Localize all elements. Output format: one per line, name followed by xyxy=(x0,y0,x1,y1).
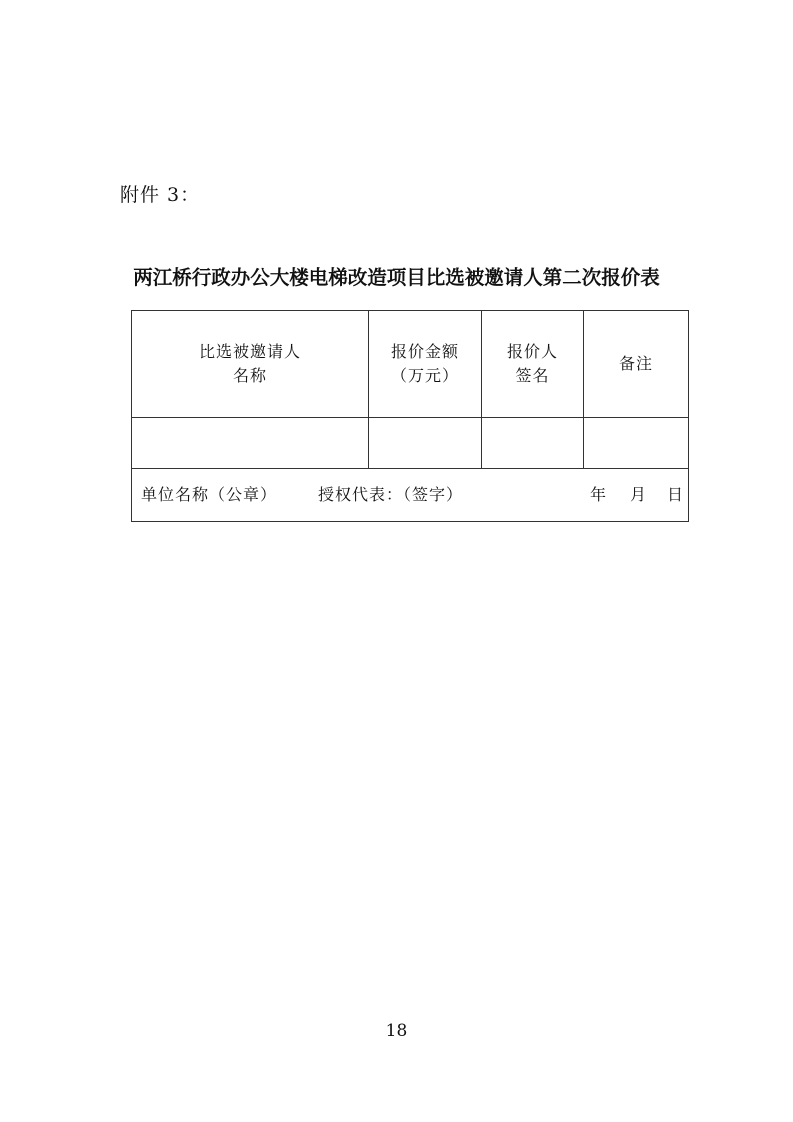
page-number: 18 xyxy=(385,1021,408,1041)
signature-row xyxy=(132,469,689,522)
attachment-label: 附件 3： xyxy=(120,184,201,206)
header-invitee-name xyxy=(132,311,369,418)
header-quoter-signature-line2: 签名 xyxy=(515,366,550,385)
unit-name-seal-label: 单位名称（公章） xyxy=(141,485,278,504)
remarks-cell[interactable] xyxy=(584,418,689,469)
header-remarks xyxy=(584,311,689,418)
quote-amount-cell[interactable] xyxy=(369,418,482,469)
signature-cell xyxy=(132,469,689,522)
date-month-label: 月 xyxy=(630,485,648,504)
table-row xyxy=(132,418,689,469)
table-header-row xyxy=(132,311,689,418)
date-year-label: 年 xyxy=(590,485,608,504)
date-day-label: 日 xyxy=(667,485,685,504)
header-quote-amount-line2: （万元） xyxy=(390,366,459,385)
header-remarks-line1: 备注 xyxy=(618,354,653,373)
header-quoter-signature xyxy=(482,311,584,418)
authorized-rep-signature-label: 授权代表：（签字） xyxy=(318,485,464,504)
header-quote-amount xyxy=(369,311,482,418)
quotation-table xyxy=(131,310,689,522)
signature-line xyxy=(132,469,688,521)
header-invitee-name-line1: 比选被邀请人 xyxy=(198,342,301,361)
header-invitee-name-line2: 名称 xyxy=(232,366,267,385)
invitee-name-cell[interactable] xyxy=(132,418,369,469)
document-title: 两江桥行政办公大楼电梯改造项目比选被邀请人第二次报价表 xyxy=(133,266,660,289)
header-quoter-signature-line1: 报价人 xyxy=(506,342,558,361)
quoter-signature-cell[interactable] xyxy=(482,418,584,469)
header-quote-amount-line1: 报价金额 xyxy=(390,342,459,361)
